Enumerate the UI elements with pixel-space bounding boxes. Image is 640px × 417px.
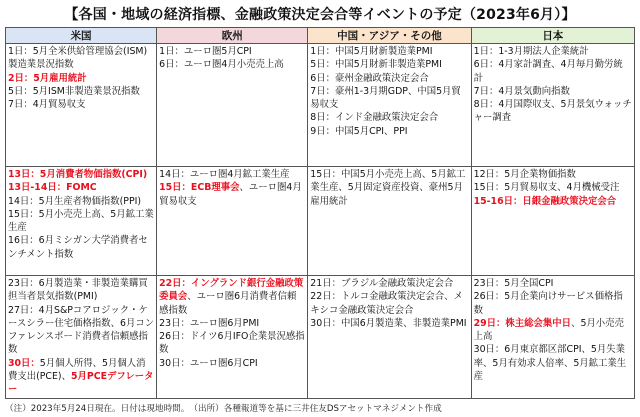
event-item: 15日：5月貿易収支、4月機械受注 <box>473 182 620 194</box>
event-item: 7日：4月景気動向指数 <box>473 85 570 97</box>
event-item: 30日：6月東京都区部CPI、5月失業率、5月有効求人倍率、5月鉱工業生産 <box>473 344 627 383</box>
event-item: 23日：ユーロ圏6月PMI <box>159 317 260 329</box>
event-highlight-text: 29日：株主総会集中日 <box>473 317 572 329</box>
cell-china-asia-other <box>308 44 471 167</box>
column-header-japan: 日本 <box>471 28 634 44</box>
event-text: 、5月小売売上高 <box>473 317 624 343</box>
event-item: 1日：5月全米供給管理協会(ISM)製造業景況指数 <box>8 46 148 71</box>
event-item: 8日：4月国際収支、5月景気ウォッチャー調査 <box>473 99 632 124</box>
event-item: 15-16日：日銀金融政策決定会合 <box>473 195 617 207</box>
column-header-us: 米国 <box>6 28 157 44</box>
event-text: 、ユーロ圏6月消費者信頼感指数 <box>159 291 297 316</box>
cell-europe <box>157 167 308 276</box>
event-highlight-text: 15日：ECB理事会 <box>159 182 240 194</box>
event-highlight-text: 22日：イングランド銀行金融政策委員会 <box>159 278 304 303</box>
event-item <box>474 317 632 344</box>
event-item <box>8 357 154 397</box>
event-text: 5月個人所得、5月個人消費支出(PCE)、 <box>8 357 146 383</box>
event-highlight-text: 30日： <box>8 357 40 369</box>
table-row <box>6 167 635 276</box>
cell-us <box>6 276 157 399</box>
event-item: 30日：中国6月製造業、非製造業PMI <box>310 317 467 329</box>
event-item: 5日：5月ISM非製造業景況指数 <box>8 85 140 97</box>
event-item: 6日：ユーロ圏4月小売売上高 <box>159 59 284 71</box>
event-item: 27日：4月S&Pコアロジック・ケースシラー住宅価格指数、6月コンファレンスボード消費者信頼感指数 <box>8 304 155 356</box>
event-item: 2日：5月雇用統計 <box>8 72 87 84</box>
cell-china-asia-other <box>308 276 471 399</box>
cell-us <box>6 44 157 167</box>
event-item: 7日：4月貿易収支 <box>8 99 86 111</box>
event-item: 9日：中国5月CPI、PPI <box>310 125 408 137</box>
header-row <box>6 28 635 44</box>
cell-japan <box>471 167 634 276</box>
column-header-china-asia-other: 中国・アジア・その他 <box>308 28 471 44</box>
event-item: 6日：豪州金融政策決定会合 <box>310 72 429 84</box>
event-item: 6日：4月家計調査、4月毎月勤労統計 <box>473 59 623 84</box>
event-item: 13日-14日：FOMC <box>8 182 97 194</box>
event-item: 23日：5月全国CPI <box>473 278 554 289</box>
event-item: 26日：ドイツ6月IFO企業景況感指数 <box>159 331 305 356</box>
event-item <box>159 277 305 317</box>
event-item: 8日：インド金融政策決定会合 <box>310 112 439 124</box>
cell-us <box>6 167 157 276</box>
event-calendar-table <box>5 27 635 399</box>
event-item: 5日：中国5月財新非製造業PMI <box>310 59 442 71</box>
cell-europe <box>157 44 308 167</box>
event-item: 1日：1-3月期法人企業統計 <box>473 46 589 57</box>
event-item: 21日：ブラジル金融政策決定会合 <box>310 278 454 289</box>
page-title: 【各国・地域の経済指標、金融政策決定会合等イベントの予定（2023年6月）】 <box>64 7 576 23</box>
event-item: 26日：5月企業向けサービス価格指数 <box>473 291 623 316</box>
event-item: 14日：5月生産者物価指数(PPI) <box>8 195 142 207</box>
cell-japan <box>471 44 634 167</box>
cell-europe <box>157 276 308 399</box>
event-item: 13日：5月消費者物価指数(CPI) <box>8 169 148 180</box>
table-row <box>6 276 635 399</box>
table-row <box>6 44 635 167</box>
event-item: 7日：豪州1-3月期GDP、中国5月貿易収支 <box>310 85 461 111</box>
event-item: 15日：中国5月小売売上高、5月鉱工業生産、5月固定資産投資、豪州5月雇用統計 <box>310 169 466 207</box>
cell-japan <box>471 276 634 399</box>
event-item: 15日：5月小売売上高、5月鉱工業生産 <box>8 208 154 234</box>
event-item: 1日：ユーロ圏5月CPI <box>159 46 252 57</box>
footnote: （注）2023年5月24日現在。日付は現地時間。 （出所）各種報道等を基に三井住友DSアセットマネジメント作成 <box>5 404 442 414</box>
cell-china-asia-other <box>308 167 471 276</box>
event-item: 1日：中国5月財新製造業PMI <box>310 46 433 57</box>
event-item: 23日：6月製造業・非製造業購買担当者景気指数(PMI) <box>8 278 148 303</box>
event-text: 、ユーロ圏4月貿易収支 <box>159 182 302 207</box>
event-item: 14日：ユーロ圏4月鉱工業生産 <box>159 169 290 180</box>
event-item: 16日：6月ミシガン大学消費者センチメント指数 <box>8 235 148 260</box>
event-item: 22日：トルコ金融政策決定会合、メキシコ金融政策決定会合 <box>310 291 463 316</box>
event-item: 12日：5月企業物価指数 <box>473 169 576 180</box>
event-highlight-text: 5月PCEデフレーター <box>8 371 154 396</box>
event-item: 30日：ユーロ圏6月CPI <box>159 357 258 369</box>
event-item <box>159 181 305 208</box>
column-header-europe: 欧州 <box>157 28 308 44</box>
